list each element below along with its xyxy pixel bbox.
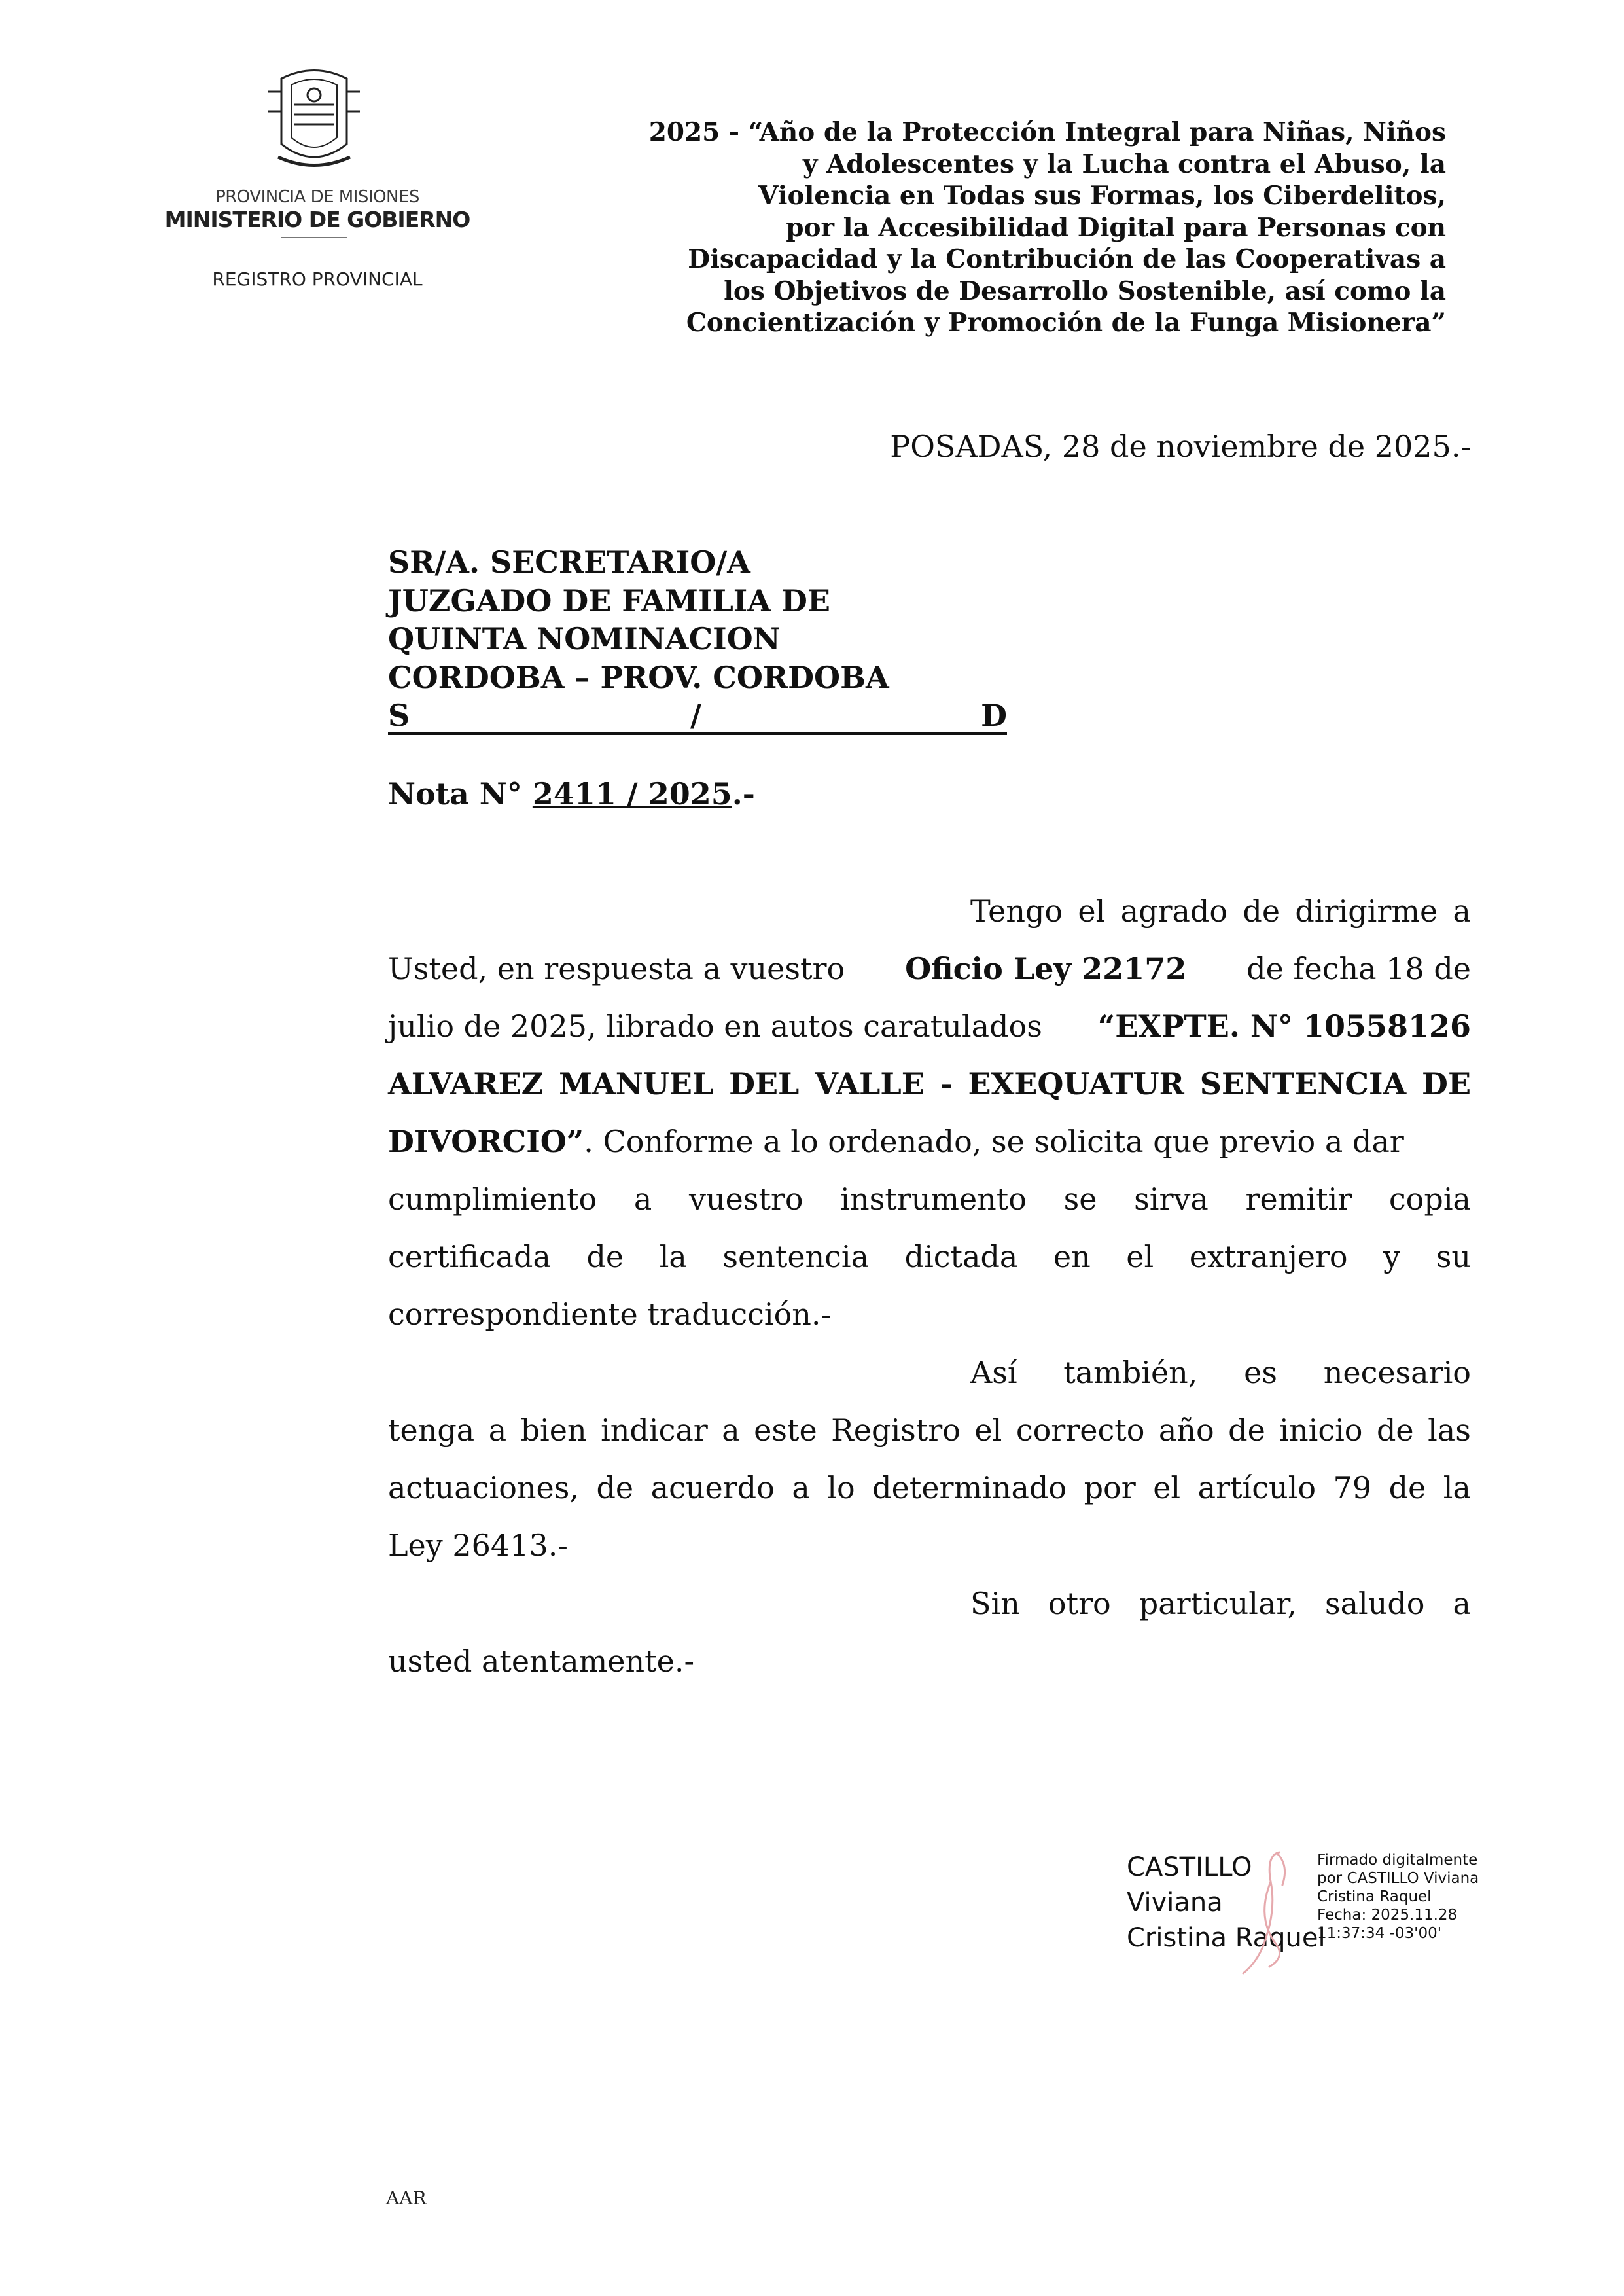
word: Sin [970,1586,1020,1621]
word: EXEQUATUR [968,1066,1184,1102]
word: este [754,1412,817,1448]
word: de [1376,1412,1414,1448]
body-line [388,1575,1471,1632]
word: a [1453,1586,1471,1621]
motto-line: Discapacidad y la Contribución de las Cooperativas a [688,244,1446,274]
motto-line: por la Accesibilidad Digital para Personas con [786,212,1446,243]
word: el [1153,1470,1181,1505]
word: dictada [904,1239,1018,1274]
body-line [388,1459,1471,1516]
sd-right: D [981,698,1007,733]
digital-signature-details [1317,1851,1479,1943]
word: a [633,1181,652,1217]
coat-of-arms-icon [268,71,360,166]
word: de [1388,1470,1426,1505]
body-text: usted atentamente.- [388,1643,695,1679]
word: remitir [1245,1181,1352,1217]
word: Así [970,1355,1017,1390]
word: DEL [729,1066,800,1102]
registry-name: REGISTRO PROVINCIAL [212,268,423,290]
sd-line [388,696,1007,735]
word: inicio [1279,1412,1363,1448]
ministry-name: MINISTERIO DE GOBIERNO [164,207,470,232]
word: se [1063,1181,1097,1217]
body-line [388,1228,1471,1285]
word: ALVAREZ [388,1066,544,1102]
signer-name-line: CASTILLO [1127,1852,1252,1882]
word: las [1428,1412,1471,1448]
addressee-line: JUZGADO DE FAMILIA DE [388,583,830,619]
body-text: correspondiente traducción.- [388,1297,832,1332]
body-text [388,1401,1471,1459]
word: vuestro [689,1181,803,1217]
note-number [388,776,755,812]
word: su [1436,1239,1471,1274]
signer-name-line: Cristina Raquel [1127,1923,1326,1953]
body-paragraph-1 [388,882,1471,1343]
case-reference: “EXPTE. N° 10558126 [1097,1009,1471,1044]
body-line [388,1055,1471,1113]
word: también, [1063,1355,1198,1390]
word: Registro [831,1412,961,1448]
word: indicar [601,1412,708,1448]
province-name: PROVINCIA DE MISIONES [215,187,419,207]
body-text [388,1228,1471,1285]
body-line [388,1170,1471,1228]
word: sirva [1134,1181,1209,1217]
word: particular, [1139,1586,1297,1621]
word: tenga [388,1412,475,1448]
word: MANUEL [559,1066,714,1102]
signature-detail-line: Fecha: 2025.11.28 [1317,1907,1458,1924]
word: sentencia [722,1239,870,1274]
word: es [1244,1355,1277,1390]
body-line [388,1285,1471,1343]
body-text [388,1170,1471,1228]
word: necesario [1323,1355,1471,1390]
motto-line: los Objetivos de Desarrollo Sostenible, así como la [724,276,1446,306]
case-title [388,1055,1471,1113]
addressee-line: SR/A. SECRETARIO/A [388,545,750,580]
body-line [388,1344,1471,1401]
motto-line: Violencia en Todas sus Formas, los Ciberdelitos, [758,181,1446,211]
closing-paragraph [388,1575,1471,1690]
word: a [1453,893,1471,929]
word: a [488,1412,507,1448]
sd-left: S [388,698,410,733]
word: a [792,1470,810,1505]
body-text: julio de 2025, librado en autos caratulados [388,1009,1052,1044]
signature-detail-line: Cristina Raquel [1317,1888,1432,1905]
word: de [1228,1412,1265,1448]
note-suffix: .- [732,776,755,812]
body-line [388,940,1471,997]
typist-initials: AAR [386,2187,427,2209]
word: certificada [388,1239,551,1274]
word: 79 [1333,1470,1372,1505]
body-text [388,1459,1471,1516]
case-title-end: DIVORCIO” [388,1124,584,1159]
sd-slash: / [690,698,701,733]
body-text: de fecha 18 de [1237,951,1471,986]
word: copia [1388,1181,1471,1217]
word: de [1243,893,1280,929]
ministry-divider [281,237,347,238]
body-text: . Conforme a lo ordenado, se solicita que previo a dar [584,1124,1404,1159]
word: lo [827,1470,855,1505]
word: artículo [1197,1470,1316,1505]
note-label: Nota N° [388,776,522,812]
body-line [388,1401,1471,1459]
word: el [974,1412,1002,1448]
word: SENTENCIA [1199,1066,1407,1102]
word: y [1383,1239,1401,1274]
addressee-block [388,543,1016,735]
word: de [586,1239,624,1274]
word: año [1158,1412,1214,1448]
body-text [970,882,1471,940]
signature-detail-line: por CASTILLO Viviana [1317,1870,1479,1887]
signature-ribbon-icon [1230,1846,1302,1977]
addressee-line: CORDOBA – PROV. CORDOBA [388,659,889,695]
word: de [596,1470,634,1505]
body-text [970,1575,1471,1632]
body-line [388,1632,1471,1690]
word: por [1084,1470,1136,1505]
word: otro [1048,1586,1111,1621]
word: agrado [1120,893,1228,929]
note-number-value: 2411 / 2025 [532,776,732,812]
signer-name-line: Viviana [1127,1888,1223,1918]
body-line [388,882,1471,940]
word: DE [1422,1066,1471,1102]
body-text: Ley 26413.- [388,1528,568,1563]
body-paragraph-2 [388,1344,1471,1574]
word: correcto [1015,1412,1145,1448]
motto-line: 2025 - “Año de la Protección Integral para Niñas, Niños [648,117,1446,147]
word: cumplimiento [388,1181,597,1217]
word: en [1053,1239,1091,1274]
coat-of-arms-logo [255,65,373,177]
signature-detail-line: 11:37:34 -03'00' [1317,1925,1442,1942]
signature-detail-line: Firmado digitalmente [1317,1852,1478,1869]
body-text [970,1344,1471,1401]
word: instrumento [840,1181,1027,1217]
word: Tengo [970,893,1063,929]
word: dirigirme [1295,893,1438,929]
word: la [1443,1470,1471,1505]
body-line [388,1516,1471,1574]
word: saludo [1324,1586,1425,1621]
addressee-line: QUINTA NOMINACION [388,621,781,656]
word: el [1078,893,1106,929]
word: - [940,1066,953,1102]
word: extranjero [1189,1239,1348,1274]
motto-line: Concientización y Promoción de la Funga Misionera” [686,308,1446,338]
oficio-reference: Oficio Ley 22172 [905,951,1187,986]
letter-date: POSADAS, 28 de noviembre de 2025.- [890,429,1471,464]
word: determinado [872,1470,1067,1505]
word: actuaciones, [388,1470,579,1505]
word: VALLE [815,1066,925,1102]
body-line [388,997,1471,1055]
motto-line: y Adolescentes y la Lucha contra el Abuso, la [802,149,1446,179]
word: acuerdo [650,1470,775,1505]
word: la [659,1239,687,1274]
body-line [388,1113,1471,1170]
word: bien [520,1412,587,1448]
word: a [722,1412,740,1448]
word: el [1126,1239,1154,1274]
official-motto [602,117,1446,339]
body-text: Usted, en respuesta a vuestro [388,951,855,986]
